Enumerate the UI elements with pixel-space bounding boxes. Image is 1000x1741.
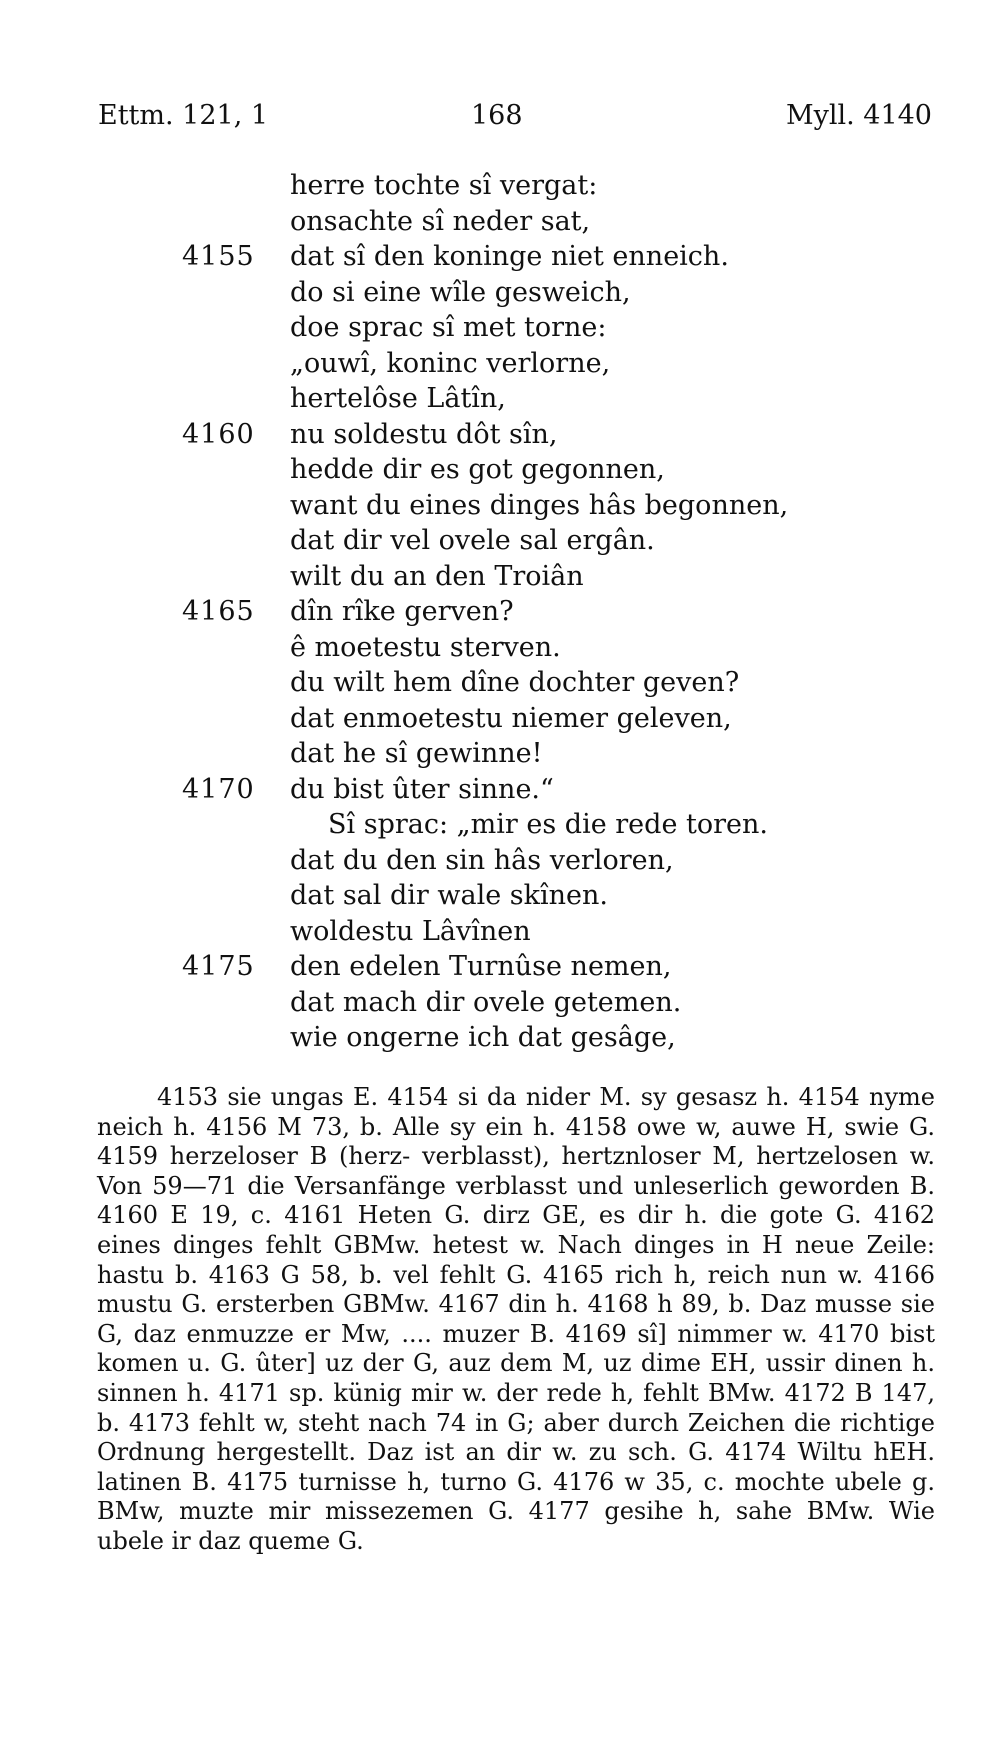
- verse-line: [0, 310, 1000, 346]
- verse-text: dat enmoetestu niemer geleven,: [290, 702, 732, 734]
- verse-line: [0, 665, 1000, 701]
- footnotes: [97, 1083, 935, 1557]
- running-head-left: Ettm. 121, 1: [98, 100, 269, 131]
- verse-line: [0, 843, 1000, 879]
- verse-line: [0, 594, 1000, 630]
- verse-text: nu soldestu dôt sîn,: [290, 418, 558, 450]
- verse-line: [0, 985, 1000, 1021]
- verse-line: [0, 417, 1000, 453]
- verse-line: [0, 381, 1000, 417]
- verse-text: herre tochte sî vergat:: [290, 170, 598, 201]
- verse-line: [0, 772, 1000, 808]
- verse-line: [0, 488, 1000, 524]
- page-number: 168: [471, 100, 523, 131]
- verse-line: [0, 949, 1000, 985]
- verse-text: hedde dir es got gegonnen,: [290, 454, 665, 485]
- verse-line: [0, 701, 1000, 737]
- verse-text: dat du den sin hâs verloren,: [290, 844, 674, 876]
- verse-text: dat dir vel ovele sal ergân.: [290, 525, 655, 556]
- verse-text: ê moetestu sterven.: [290, 631, 561, 663]
- verse-text: wilt du an den Troiân: [290, 560, 584, 592]
- verse-text: dat sî den koninge niet enneich.: [290, 241, 729, 272]
- verse-text: doe sprac sî met torne:: [290, 312, 607, 343]
- verse-line: [0, 275, 1000, 311]
- line-number: 4175: [182, 951, 255, 982]
- verse-text: dat sal dir wale skînen.: [290, 880, 608, 911]
- line-number: 4170: [182, 773, 255, 805]
- verse-text: hertelôse Lâtîn,: [290, 383, 506, 414]
- verse-text: den edelen Turnûse nemen,: [290, 951, 672, 982]
- verse-line: [0, 523, 1000, 559]
- verse-text: do si eine wîle gesweich,: [290, 276, 631, 308]
- line-number: 4155: [182, 241, 255, 272]
- verse-text: dat he sî gewinne!: [290, 738, 543, 769]
- verse-text: dîn rîke gerven?: [290, 596, 514, 627]
- verse-text: want du eines dinges hâs begonnen,: [290, 489, 789, 521]
- verse-text: du wilt hem dîne dochter geven?: [290, 667, 740, 698]
- verse-line: [0, 168, 1000, 204]
- verse-block: [0, 168, 1000, 1056]
- verse-text: wie ongerne ich dat gesâge,: [290, 1022, 676, 1053]
- line-number: 4165: [182, 596, 255, 627]
- footnote-text: 4153 sie ungas E. 4154 si da nider M. sy gesasz h. 4154 nyme neich h. 4156 M 73, b. Alle sy ein h. 4158 owe w, auwe H, swie G. 4159 herzeloser B (herz- verblasst), hertznloser M, hertzelosen w. Von 59—71 die Versanfänge verblasst und unleserlich geworden B. 4160 E 19, c. 4161 Heten G. dirz GE, es dir h. die gote G. 4162 eines dinges fehlt GBMw. hetest w. Nach dinges in H neue Zeile: hastu b. 4163 G 58, b. vel fehlt G. 4165 rich h, reich nun w. 4166 mustu G. ersterben GBMw. 4167 din h. 4168 h 89, b. Daz musse sie G, daz enmuzze er Mw, .... muzer B. 4169 sî] nimmer w. 4170 bist komen u. G. ûter] uz der G, auz dem M, uz dime EH, ussir dinen h. sinnen h. 4171 sp. künig mir w. der rede h, fehlt BMw. 4172 B 147, b. 4173 fehlt w, steht nach 74 in G; aber durch Zeichen die richtige Ordnung hergestellt. Daz ist an dir w. zu sch. G. 4174 Wiltu hEH. latinen B. 4175 turnisse h, turno G. 4176 w 35, c. mochte ubele g. BMw, muzte mir missezemen G. 4177 gesihe h, sahe BMw. Wie ubele ir daz queme G.: [97, 1083, 935, 1555]
- verse-text: du bist ûter sinne.“: [290, 773, 554, 805]
- verse-line: [0, 630, 1000, 666]
- verse-line: [0, 239, 1000, 275]
- verse-line: [0, 807, 1000, 843]
- verse-text: Sî sprac: „mir es die rede toren.: [328, 809, 768, 840]
- verse-line: [0, 736, 1000, 772]
- verse-line: [0, 559, 1000, 595]
- verse-line: [0, 878, 1000, 914]
- verse-line: [0, 1020, 1000, 1056]
- line-number: 4160: [182, 418, 255, 450]
- verse-text: woldestu Lâvînen: [290, 915, 531, 947]
- verse-text: „ouwî, koninc verlorne,: [290, 347, 611, 379]
- verse-line: [0, 346, 1000, 382]
- running-head-right: Myll. 4140: [785, 100, 932, 131]
- verse-line: [0, 204, 1000, 240]
- verse-line: [0, 914, 1000, 950]
- verse-text: dat mach dir ovele getemen.: [290, 986, 682, 1018]
- verse-text: onsachte sî neder sat,: [290, 205, 591, 237]
- verse-line: [0, 452, 1000, 488]
